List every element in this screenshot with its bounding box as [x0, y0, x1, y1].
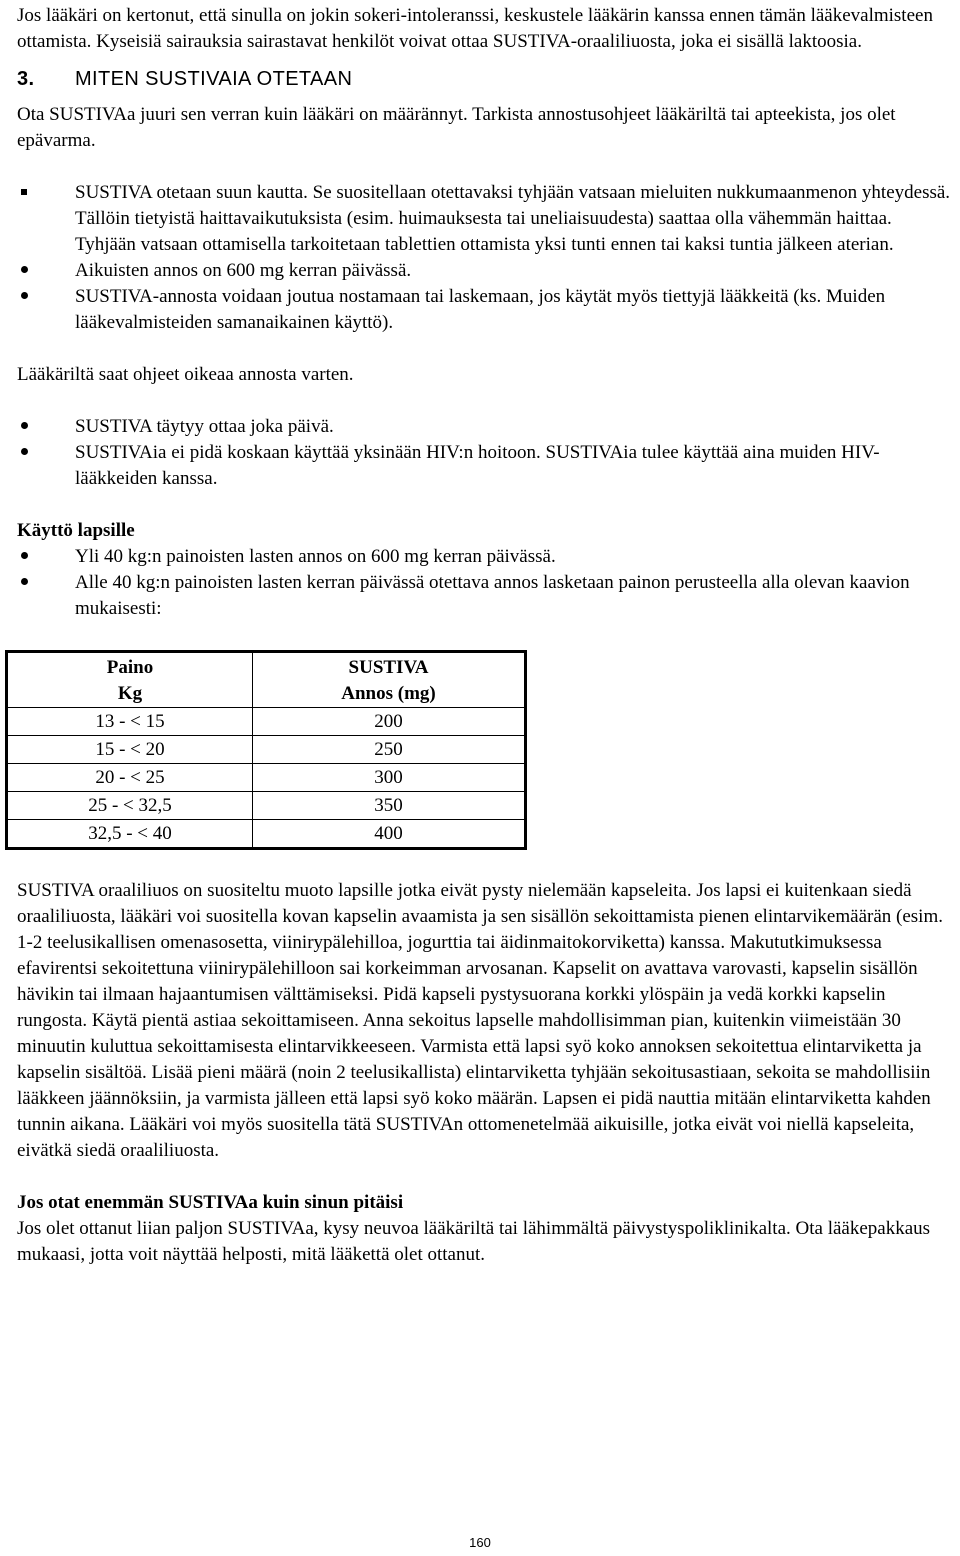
table-row: [7, 764, 526, 792]
table-row: [7, 736, 526, 764]
dose-cell: 200: [253, 708, 526, 736]
section-heading: [17, 66, 957, 92]
weight-header: Paino Kg: [7, 652, 253, 708]
document-page: [17, 3, 957, 1268]
weight-cell: 13 - < 15: [7, 708, 253, 736]
children-heading: Käyttö lapsille: [17, 520, 135, 541]
weight-cell: 20 - < 25: [7, 764, 253, 792]
dose-cell: 250: [253, 736, 526, 764]
list-item: SUSTIVA täytyy ottaa joka päivä.: [17, 414, 957, 440]
weight-cell: 15 - < 20: [7, 736, 253, 764]
list-item: SUSTIVAia ei pidä koskaan käyttää yksinään HIV:n hoitoon. SUSTIVAia tulee käyttää aina muiden HIV-lääkkeiden kanssa.: [17, 440, 957, 492]
section-number: 3.: [17, 68, 35, 90]
bullet-icon: [17, 258, 31, 284]
oral-solution-paragraph: SUSTIVA oraaliliuos on suositeltu muoto lapsille jotka eivät pysty nielemään kapseleita. Jos lapsi ei kuitenkaan siedä oraaliliuosta, lääkäri voi suositella kovan kapselin avaamista ja sen sisällön sekoittamista pienen elintarvikemäärän (esim. 1-2 teelusikallisen omenasosetta, viinirypälehilloa, jogurttia tai äidinmaitokorviketta) kanssa. Makututkimuksessa efavirentsi sekoitettuna viinirypälehilloon sai korkeimman arvosanan. Kapselit on avattava varovasti, kapselin sisällön hävikin tai ilmaan hajaantumisen välttämiseksi. Pidä kapseli pystysuorana korkki ylöspäin ja vedä korkki kapselin rungosta. Käytä pientä astiaa sekoittamiseen. Anna sekoitus lapselle mahdollisimman pian, kuitenkin viimeistään 30 minuutin kuluttua sekoittamisesta elintarvikkeeseen. Varmista että lapsi syö koko annoksen sekoitettua elintarviketta ja kapselin sisältöä. Lisää pieni määrä (noin 2 teelusikallista) elintarviketta tyhjään sekoitusastiaan, sekoita se mahdollisiin lääkkeen jäännöksiin, ja varmista jälleen että lapsi syö koko määrän. Lapsen ei pidä nauttia mitään elintarviketta kahden tunnin aikana. Lääkäri voi myös suositella tätä SUSTIVAn ottomenetelmää aikuisille, jotka eivät voi niellä kapseleita, eivätkä siedä oraaliliuosta.: [17, 880, 943, 1161]
dose-cell: 400: [253, 820, 526, 849]
dosage-instructions: Ota SUSTIVAa juuri sen verran kuin lääkäri on määrännyt. Tarkista annostusohjeet lääkäriltä tai apteekista, jos olet epävarma.: [17, 104, 896, 151]
daily-use-list: [17, 414, 957, 492]
bullet-icon: [17, 440, 31, 466]
page-number: 160: [469, 1535, 491, 1550]
list-item: SUSTIVA otetaan suun kautta. Se suositellaan otettavaksi tyhjään vatsaan mieluiten nukkumaanmenon yhteydessä. Tällöin tietyistä haittavaikutuksista (esim. huimauksesta tai uneliaisuudesta) saattaa olla vähemmän haittaa. Tyhjään vatsaan ottamisella tarkoitetaan tablettien ottamista yksi tunti ennen tai kaksi tuntia jälkeen aterian.: [17, 180, 957, 258]
administration-list: [17, 180, 957, 336]
list-item: Aikuisten annos on 600 mg kerran päivässä.: [17, 258, 957, 284]
table-row: [7, 708, 526, 736]
list-item: Alle 40 kg:n painoisten lasten kerran päivässä otettava annos lasketaan painon perusteella alla olevan kaavion mukaisesti:: [17, 570, 957, 622]
table-row: [7, 820, 526, 849]
section-title: MITEN SUSTIVAIA OTETAAN: [75, 68, 353, 90]
bullet-icon: [17, 544, 31, 570]
dose-cell: 350: [253, 792, 526, 820]
overdose-heading: Jos otat enemmän SUSTIVAa kuin sinun pitäisi: [17, 1192, 404, 1213]
bullet-icon: [17, 570, 31, 596]
list-item: SUSTIVA-annosta voidaan joutua nostamaan tai laskemaan, jos käytät myös tiettyjä lääkkeitä (ks. Muiden lääkevalmisteiden samanaikainen käyttö).: [17, 284, 957, 336]
weight-cell: 25 - < 32,5: [7, 792, 253, 820]
weight-cell: 32,5 - < 40: [7, 820, 253, 849]
table-header-row: [7, 652, 526, 708]
doctor-instructions: Lääkäriltä saat ohjeet oikeaa annosta varten.: [17, 364, 354, 385]
dose-header: SUSTIVA Annos (mg): [253, 652, 526, 708]
table-row: [7, 792, 526, 820]
dose-table: [5, 650, 527, 850]
overdose-text: Jos olet ottanut liian paljon SUSTIVAa, kysy neuvoa lääkäriltä tai lähimmältä päivystyspoliklinikalta. Ota lääkepakkaus mukaasi, jotta voit näyttää helposti, mitä lääkettä olet ottanut.: [17, 1218, 931, 1265]
children-dosage-list: [17, 544, 957, 622]
dose-cell: 300: [253, 764, 526, 792]
square-bullet-icon: [17, 180, 31, 206]
bullet-icon: [17, 414, 31, 440]
intro-paragraph: Jos lääkäri on kertonut, että sinulla on jokin sokeri-intoleranssi, keskustele lääkärin kanssa ennen tämän lääkevalmisteen ottamista. Kyseisiä sairauksia sairastavat henkilöt voivat ottaa SUSTIVA-oraaliliuosta, joka ei sisällä laktoosia.: [17, 5, 933, 52]
bullet-icon: [17, 284, 31, 310]
list-item: Yli 40 kg:n painoisten lasten annos on 600 mg kerran päivässä.: [17, 544, 957, 570]
